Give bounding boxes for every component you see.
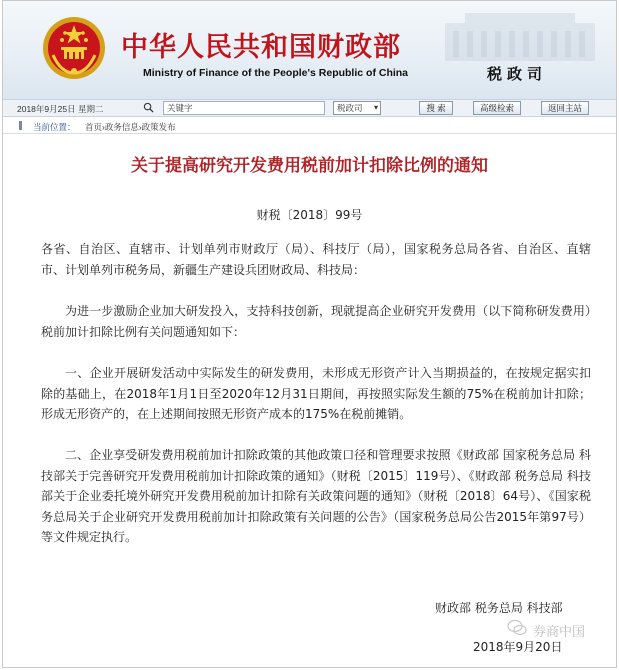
- scope-select-value: 税政司: [337, 103, 363, 113]
- breadcrumb-marker: [19, 121, 22, 130]
- current-date: 2018年9月25日 星期二: [17, 104, 104, 114]
- breadcrumb-label: 当前位置：: [33, 122, 76, 132]
- scope-select[interactable]: [333, 101, 381, 115]
- search-button[interactable]: 搜 索: [419, 101, 453, 115]
- intro-paragraph: 为进一步激励企业加大研发投入，支持科技创新，现就提高企业研究开发费用（以下简称研发费用）税前加计扣除比例有关问题通知如下：: [41, 304, 591, 339]
- search-bar: [3, 99, 616, 117]
- document-number: 财税〔2018〕99号: [256, 208, 363, 222]
- watermark-text: 券商中国: [533, 625, 586, 640]
- signatories: 财政部 税务总局 科技部: [435, 601, 563, 615]
- advanced-search-button[interactable]: 高级检索: [473, 101, 521, 115]
- department-name: 税政司: [487, 65, 548, 83]
- building-illustration: [425, 9, 615, 61]
- return-home-button[interactable]: 返回主站: [541, 101, 589, 115]
- signature-date: 2018年9月20日: [473, 640, 563, 654]
- search-icon: [143, 102, 154, 113]
- national-emblem-icon: [41, 15, 107, 81]
- breadcrumb: [3, 118, 616, 134]
- breadcrumb-path[interactable]: 首页›政务信息›政策发布: [85, 122, 176, 132]
- article-title: 关于提高研究开发费用税前加计扣除比例的通知: [131, 156, 488, 176]
- item-two-paragraph: 二、企业享受研发费用税前加计扣除政策的其他政策口径和管理要求按照《财政部 国家税务总局 科技部关于完善研究开发费用税前加计扣除政策的通知》（财税〔2015〕119号）、《财政部 税务总局 科技部关于企业委托境外研究开发费用税前加计扣除有关政策问题的通知》（财税〔2018〕64号）、《国家税务总局关于企业研究开发费用税前加计扣除政策有关问题的公告》（国家税务总局公告2015年第97号）等文件规定执行。: [41, 448, 591, 544]
- item-one-paragraph: 一、企业开展研发活动中实际发生的研发费用，未形成无形资产计入当期损益的，在按规定据实扣除的基础上，在2018年1月1日至2020年12月31日期间，再按照实际发生额的75%在税前加计扣除；形成无形资产的，在上述期间按照无形资产成本的175%在税前摊销。: [41, 366, 591, 421]
- site-title-en: Ministry of Finance of the People's Republic of China: [143, 67, 409, 79]
- site-header: [3, 1, 616, 99]
- site-title-cn: 中华人民共和国财政部: [121, 32, 401, 63]
- wechat-watermark-icon: [507, 619, 527, 637]
- search-input[interactable]: 关键字: [163, 101, 325, 115]
- page-frame: [2, 0, 617, 668]
- chevron-down-icon: ▾: [373, 103, 378, 112]
- recipients-paragraph: 各省、自治区、直辖市、计划单列市财政厅（局）、科技厅（局），国家税务总局各省、自治区、直辖市、计划单列市税务局，新疆生产建设兵团财政局、科技局：: [41, 242, 591, 277]
